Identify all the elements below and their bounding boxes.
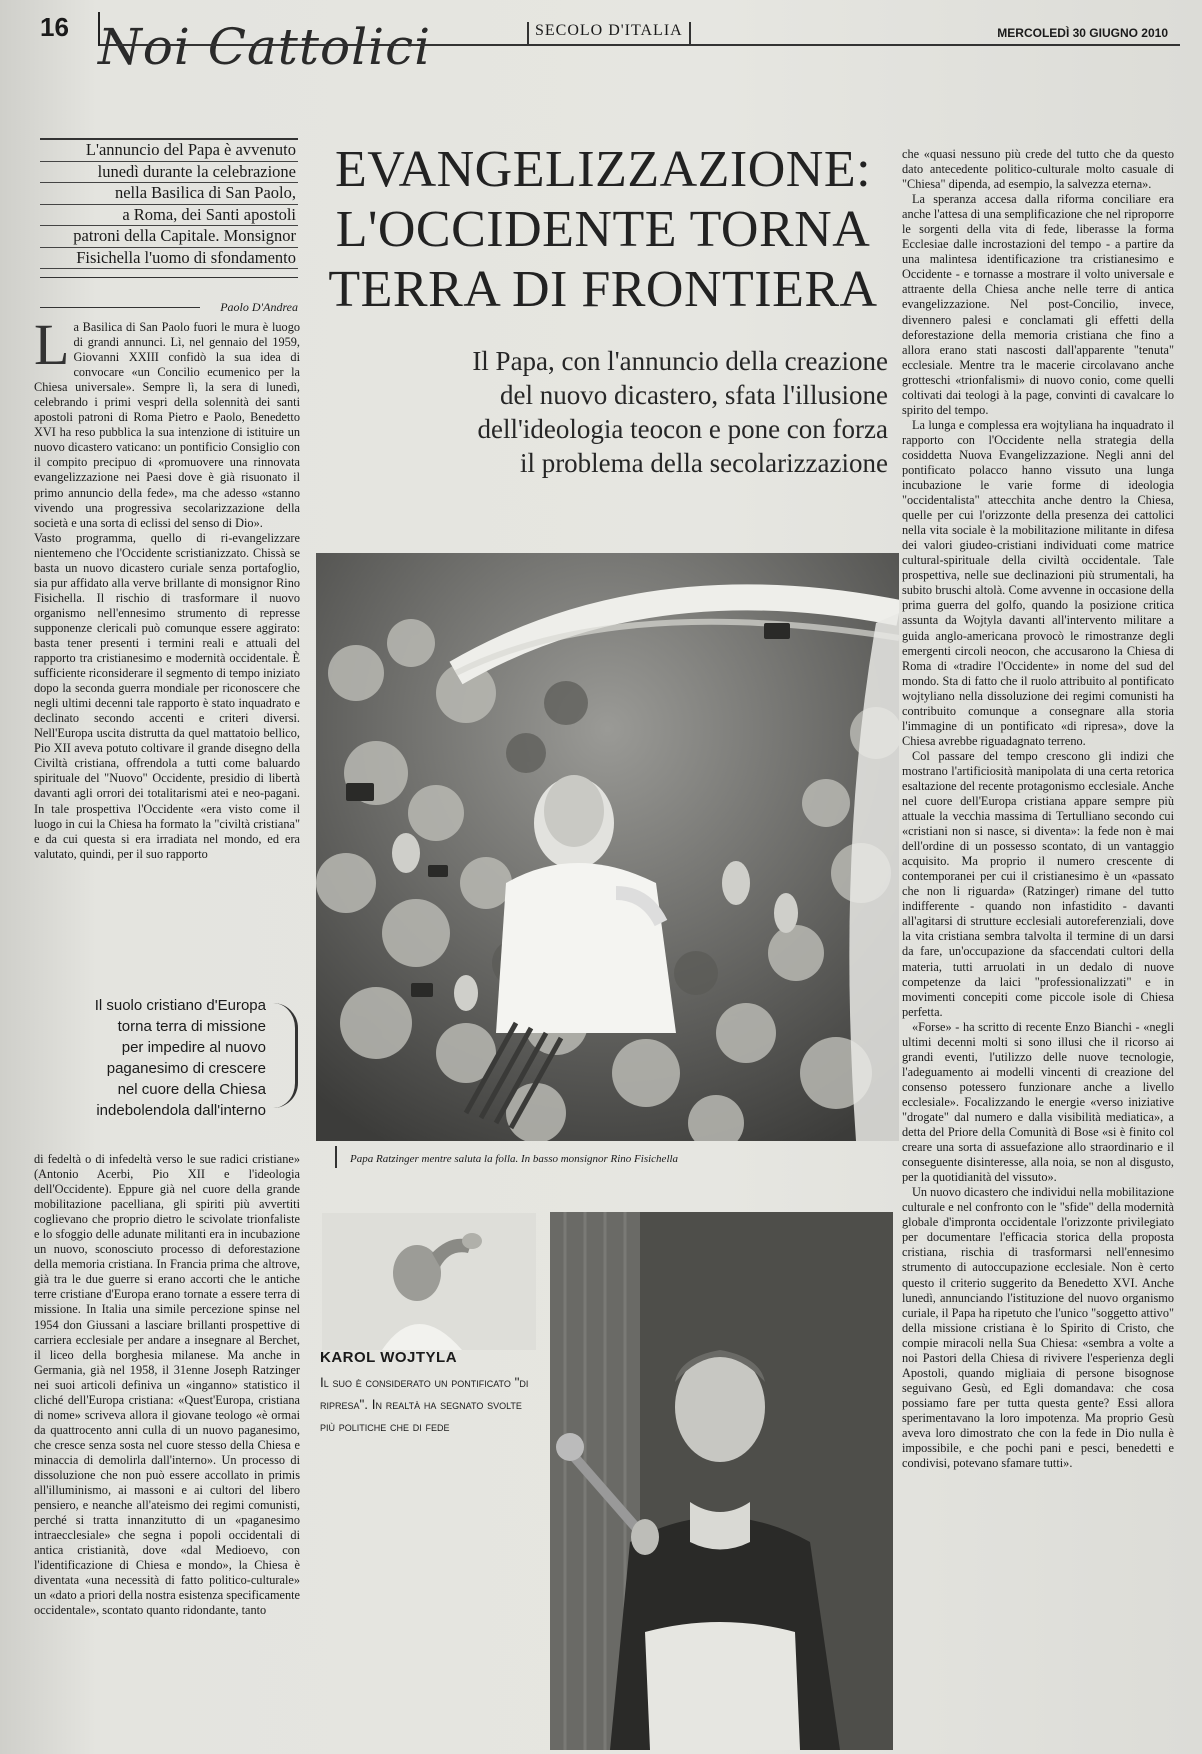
section-rubric: Noi Cattolici — [98, 18, 432, 76]
paragraph: che «quasi nessuno più crede del tutto che da questo dato antecedente politico-culturale molto casuale di "Chiesa" dipenda, ad esempio, la salvezza eterna». — [902, 147, 1174, 192]
sidebox — [320, 1349, 535, 1438]
page-number: 16 — [38, 12, 100, 46]
sidebox-heading: KAROL WOJTYLA — [320, 1349, 458, 1366]
paragraph: a Basilica di San Paolo fuori le mura è luogo di grandi annunci. Lì, nel gennaio del 1959, Giovanni XXIII confidò la sua idea di convocare «un Concilio ecumenico per la Chiesa universale». Sempre lì, la sera di lunedì, celebrando i primi vespri della solennità dei santi apostoli patroni di Roma Pietro e Paolo, Benedetto XVI ha reso pubblica la sua intenzione di istituire un nuovo dicastero vaticano: un pontificio Consiglio con il compito precipuo di «promuovere una rinnovata evangelizzazione nei Paesi dove è già risuonato il primo annuncio della fede», ma che adesso «stanno vivendo una progressiva secolarizzazione della società e una sorta di eclissi del senso di Dio». — [34, 320, 300, 530]
article-column-1 — [34, 320, 300, 975]
subheadline — [318, 344, 888, 480]
wojtyla-photo — [322, 1213, 536, 1350]
summary-line: L'annuncio del Papa è avvenuto — [40, 140, 298, 162]
pull-quote-line: Il suolo cristiano d'Europa — [94, 997, 266, 1014]
subheadline-line: Il Papa, con l'annuncio della creazione — [472, 346, 888, 376]
paragraph: Vasto programma, quello di ri-evangelizzare nientemeno che l'Occidente scristianizzato. Chissà se basta un nuovo dicastero curiale senza portafoglio, sia pur affidato alla verve brillante di monsignor Rino Fisichella. Il rischio di trasformare il nuovo organismo nell'ennesimo strumento di represse supponenze clericali può comunque essere aggirato: basta tener presenti i termini reali e attuali del rapporto tra cristianesimo e modernità occidentale. È sufficiente riconsiderare il segmento di tempo iniziato dopo la seconda guerra mondiale per riconoscere che negli ultimi decenni tale rapporto è stato inquadrato e declinato secondo accenti e criteri diversi. Nell'Europa uscita distrutta da quel mattatoio bellico, Pio XII aveva potuto coltivare il grande disegno della Civiltà cristiana, offrendola a tutti come baluardo spirituale del "Nuovo" Occidente, presidio di libertà davanti agli orrori dei totalitarismi atei e neo-pagani. In tale prospettiva l'Occidente «era visto come il luogo in cui la Chiesa ha formato la "civiltà cristiana" e da cui questa si era irradiata nel mondo, ed era valutato, quindi, per il suo rapporto — [34, 530, 300, 861]
headline-line: TERRA DI FRONTIERA — [328, 261, 878, 318]
headline — [318, 140, 888, 320]
paragraph: di fedeltà o di infedeltà verso le sue radici cristiane» (Antonio Acerbi, Pio XII e l'ideologia dell'Occidente). Eppure già nel cuore della grande mobilitazione pacelliana, gli spiriti più avvertiti coglievano che proprio dietro le scivolate trionfaliste e lo sfoggio delle adunate militanti era in incubazione un nuovo, sconosciuto processo di deforestazione della memoria cristiana. In Francia prima che altrove, già tra le due guerre si erano accorti che le antiche terre cristiane d'Europa erano tornate a essere terra di missione. In Italia una simile percezione spinse nel 1954 don Giussani a lasciare brillanti prospettive di carriera ecclesiale per andare a insegnare al Berchet, il liceo della borghesia milanese. Ma anche in Germania, già nel 1958, il 31enne Joseph Ratzinger nei suoi articoli definiva un «inganno» statistico il cliché dell'Europa cristiana: «Quest'Europa, cristiana di nome» scriveva allora il giovane teologo «è ormai da quattrocento anni culla di un nuovo paganesimo, che cresce senza sosta nel cuore stesso della Chiesa e minaccia di demolirla dall'interno». Un processo di dissoluzione che non può essere accollato in primis all'illuminismo, ai massoni e ai cultori del libero pensiero, e neanche all'ateismo dei regimi comunisti, perché si tratta innanzitutto di un «paganesimo intraecclesiale» che segna i popoli occidentali di antica cristianità, dove «dal Medioevo, con l'identificazione di Chiesa e mondo», la Chiesa è diventata «una necessità di fatto politico-culturale» un «dato a priori della nostra esistenza specificamente occidentale», scontato quanto ridondante, tanto — [34, 1152, 300, 1618]
paragraph: La lunga e complessa era wojtyliana ha inquadrato il rapporto con l'Occidente nella strategia della cosiddetta Nuova Evangelizzazione. Negli anni del pontificato polacco hanno vissuto una lunga incubazione le varie forme di ideologia "occidentalista" attecchita anche dentro la Chiesa, quelle per cui l'orizzonte della presenza dei cattolici nella vita sociale è la mobilitazione militante in difesa dei valori giudeo-cristiani individuati come matrice cultural-spirituale della civiltà occidentale. Tale prospettiva, nelle sue declinazioni più strumentali, ha subito bruschi altolà. Come avvenne in occasione della prima guerra del golfo, quando la posizione critica assunta da Wojtyla davanti all'intervento militare a guida anglo-americana provocò le rimostranze degli emergenti circoli neocon, che accusarono la Chiesa di Roma di «tradire l'Occidente» in nome del sud del mondo. Sta di fatto che il ruolo attribuito al pontificato wojtyliano nella dissoluzione dei regimi comunisti ha contribuito comunque a consegnare alla storia l'immagine di un pontificato «di ripresa», dove la Chiesa avrebbe riguadagnato terreno. — [902, 417, 1174, 748]
pull-quote-line: torna terra di missione — [117, 1018, 266, 1035]
summary-line: Fisichella l'uomo di sfondamento — [40, 248, 298, 270]
subheadline-line: del nuovo dicastero, sfata l'illusione — [499, 380, 888, 410]
article-column-1-continued — [34, 1152, 300, 1746]
summary-box — [40, 138, 298, 278]
drop-cap: L — [34, 320, 70, 377]
paragraph: «Forse» - ha scritto di recente Enzo Bianchi - «negli ultimi decenni molti si sono illusi che il ricorso ai grandi eventi, l'utilizzo delle nuove tecnologie, l'adeguamento ai modelli vincenti di creazione del consenso potessero funzionare anche a livello ecclesiale». Focalizzando le energie «verso iniziative "drogate" dal numero e dalla visibilità mediatica», a detta del Priore della Comunità di Bose «si è finito col creare una sorta di assuefazione allo straordinario e il conseguente disinteresse, alla noia, se non al disgusto, per la quotidianità del vissuto». — [902, 1019, 1174, 1185]
pull-quote-line: nel cuore della Chiesa — [117, 1081, 266, 1098]
crowd-photo-illustration — [316, 553, 899, 1141]
summary-line: lunedì durante la celebrazione — [40, 162, 298, 184]
paragraph: Un nuovo dicastero che individui nella mobilitazione culturale e nel confronto con le "sfide" della modernità globale d'impronta occidentale l'orizzonte privilegiato per documentare l'efficacia storica della proposta cristiana, rischia di trasformarsi nell'ennesimo strumento di autoccupazione ecclesiale. Non è certo questo il criterio suggerito da Benedetto XVI. Anche lunedì, annunciando l'istituzione del nuovo organismo curiale, il Papa ha ripetuto che l'unico "soggetto attivo" della missione cristiana è lo Spirito di Cristo, che compie miracoli nella Sua Chiesa: «sembra a volte a noi Pastori della Chiesa di rivivere l'esperienza degli Apostoli, quando migliaia di persone bisognose seguivano Gesù, ed Egli domandava: che cosa possiamo fare per tutta questa gente? Essi allora sperimentavano la loro impotenza. Ma proprio Gesù aveva loro dimostrato che con la fede in Dio nulla è impossibile, e che pochi pani e pesci, benedetti e condivisi, potevano sfamare tutti». — [902, 1185, 1174, 1471]
summary-line: patroni della Capitale. Monsignor — [40, 226, 298, 248]
paragraph: Col passare del tempo crescono gli indizi che mostrano l'artificiosità manipolata di una certa retorica esaltazione del recente protagonismo ecclesiale. Anche nel cuore dell'Europa cristiana appare sempre più attuale la vecchia massima di Tertulliano secondo cui «cristiani non si nasce, si diventa»: la fede non è mai dell'ordine di un possesso scontato, di un vantaggio acquisito. Ma proprio il numero crescente di contemporanei per cui il cristianesimo è un «passato che non li riguarda» (Ratzinger) rimane del tutto indifferente - quando non infastidito - davanti all'agitarsi di strutture ecclesiali autoreferenziali, dove la vita cristiana sembra talvolta il termine di un darsi da fare, un'occupazione da sfaccendati cultori della materia, tutti arruolati in un dedalo di nuove competenze da laici "professionalizzati" e in movimenti concepiti come piccole isole di Chiesa perfetta. — [902, 748, 1174, 1019]
summary-line: nella Basilica di San Paolo, — [40, 183, 298, 205]
byline — [40, 300, 298, 315]
subheadline-line: dell'ideologia teocon e pone con forza — [477, 414, 888, 444]
subheadline-line: il problema della secolarizzazione — [519, 448, 888, 478]
main-photo — [316, 553, 899, 1141]
caption-bar — [335, 1146, 337, 1168]
pull-quote-line: paganesimo di crescere — [106, 1060, 266, 1077]
pull-quote-line: indebolendola dall'interno — [96, 1102, 266, 1119]
masthead: SECOLO D'ITALIA — [527, 22, 691, 44]
sidebox-text: Il suo è considerato un pontificato "di ripresa". In realtà ha segnato svolte più politiche che di fede — [320, 1375, 529, 1434]
author-name: Paolo D'Andrea — [220, 300, 298, 314]
issue-date: MERCOLEDÌ 30 GIUGNO 2010 — [997, 26, 1168, 40]
fisichella-photo — [550, 1212, 893, 1750]
article-column-3 — [902, 147, 1174, 1722]
pull-quote-line: per impedire al nuovo — [121, 1039, 266, 1056]
summary-line: a Roma, dei Santi apostoli — [40, 205, 298, 227]
page-header — [30, 8, 1180, 76]
headline-line: EVANGELIZZAZIONE: — [334, 141, 872, 198]
photo-caption: Papa Ratzinger mentre saluta la folla. In basso monsignor Rino Fisichella — [350, 1153, 679, 1165]
wojtyla-photo-illustration — [322, 1213, 536, 1350]
fisichella-photo-illustration — [550, 1212, 893, 1750]
pull-quote — [40, 995, 298, 1120]
paragraph: La speranza accesa dalla riforma conciliare era anche l'attesa di una semplificazione che nel riproporre le sorgenti della vita di fede, liberasse la forma Ecclesiae dalle incrostazioni del tempo - a partire da una malintesa identificazione tra cristianesimo e Occidente - e tornasse a mostrare il volto universale e attraente della Chiesa anche nelle terre di antica evangelizzazione. Nel post-Concilio, invece, divennero palesi e conclamati gli effetti della deforestazione della memoria cristiana che fino a allora erano stati nascosti dall'apparente "tenuta" ecclesiale. Mentre tra le macerie circolavano anche grotteschi «trionfalismi» di nuovo conio, come quelli coltivati dai teologi à la page, convinti di cavalcare lo spirito del tempo. — [902, 192, 1174, 417]
header-rule — [100, 44, 1180, 46]
headline-line: L'OCCIDENTE TORNA — [335, 201, 871, 258]
